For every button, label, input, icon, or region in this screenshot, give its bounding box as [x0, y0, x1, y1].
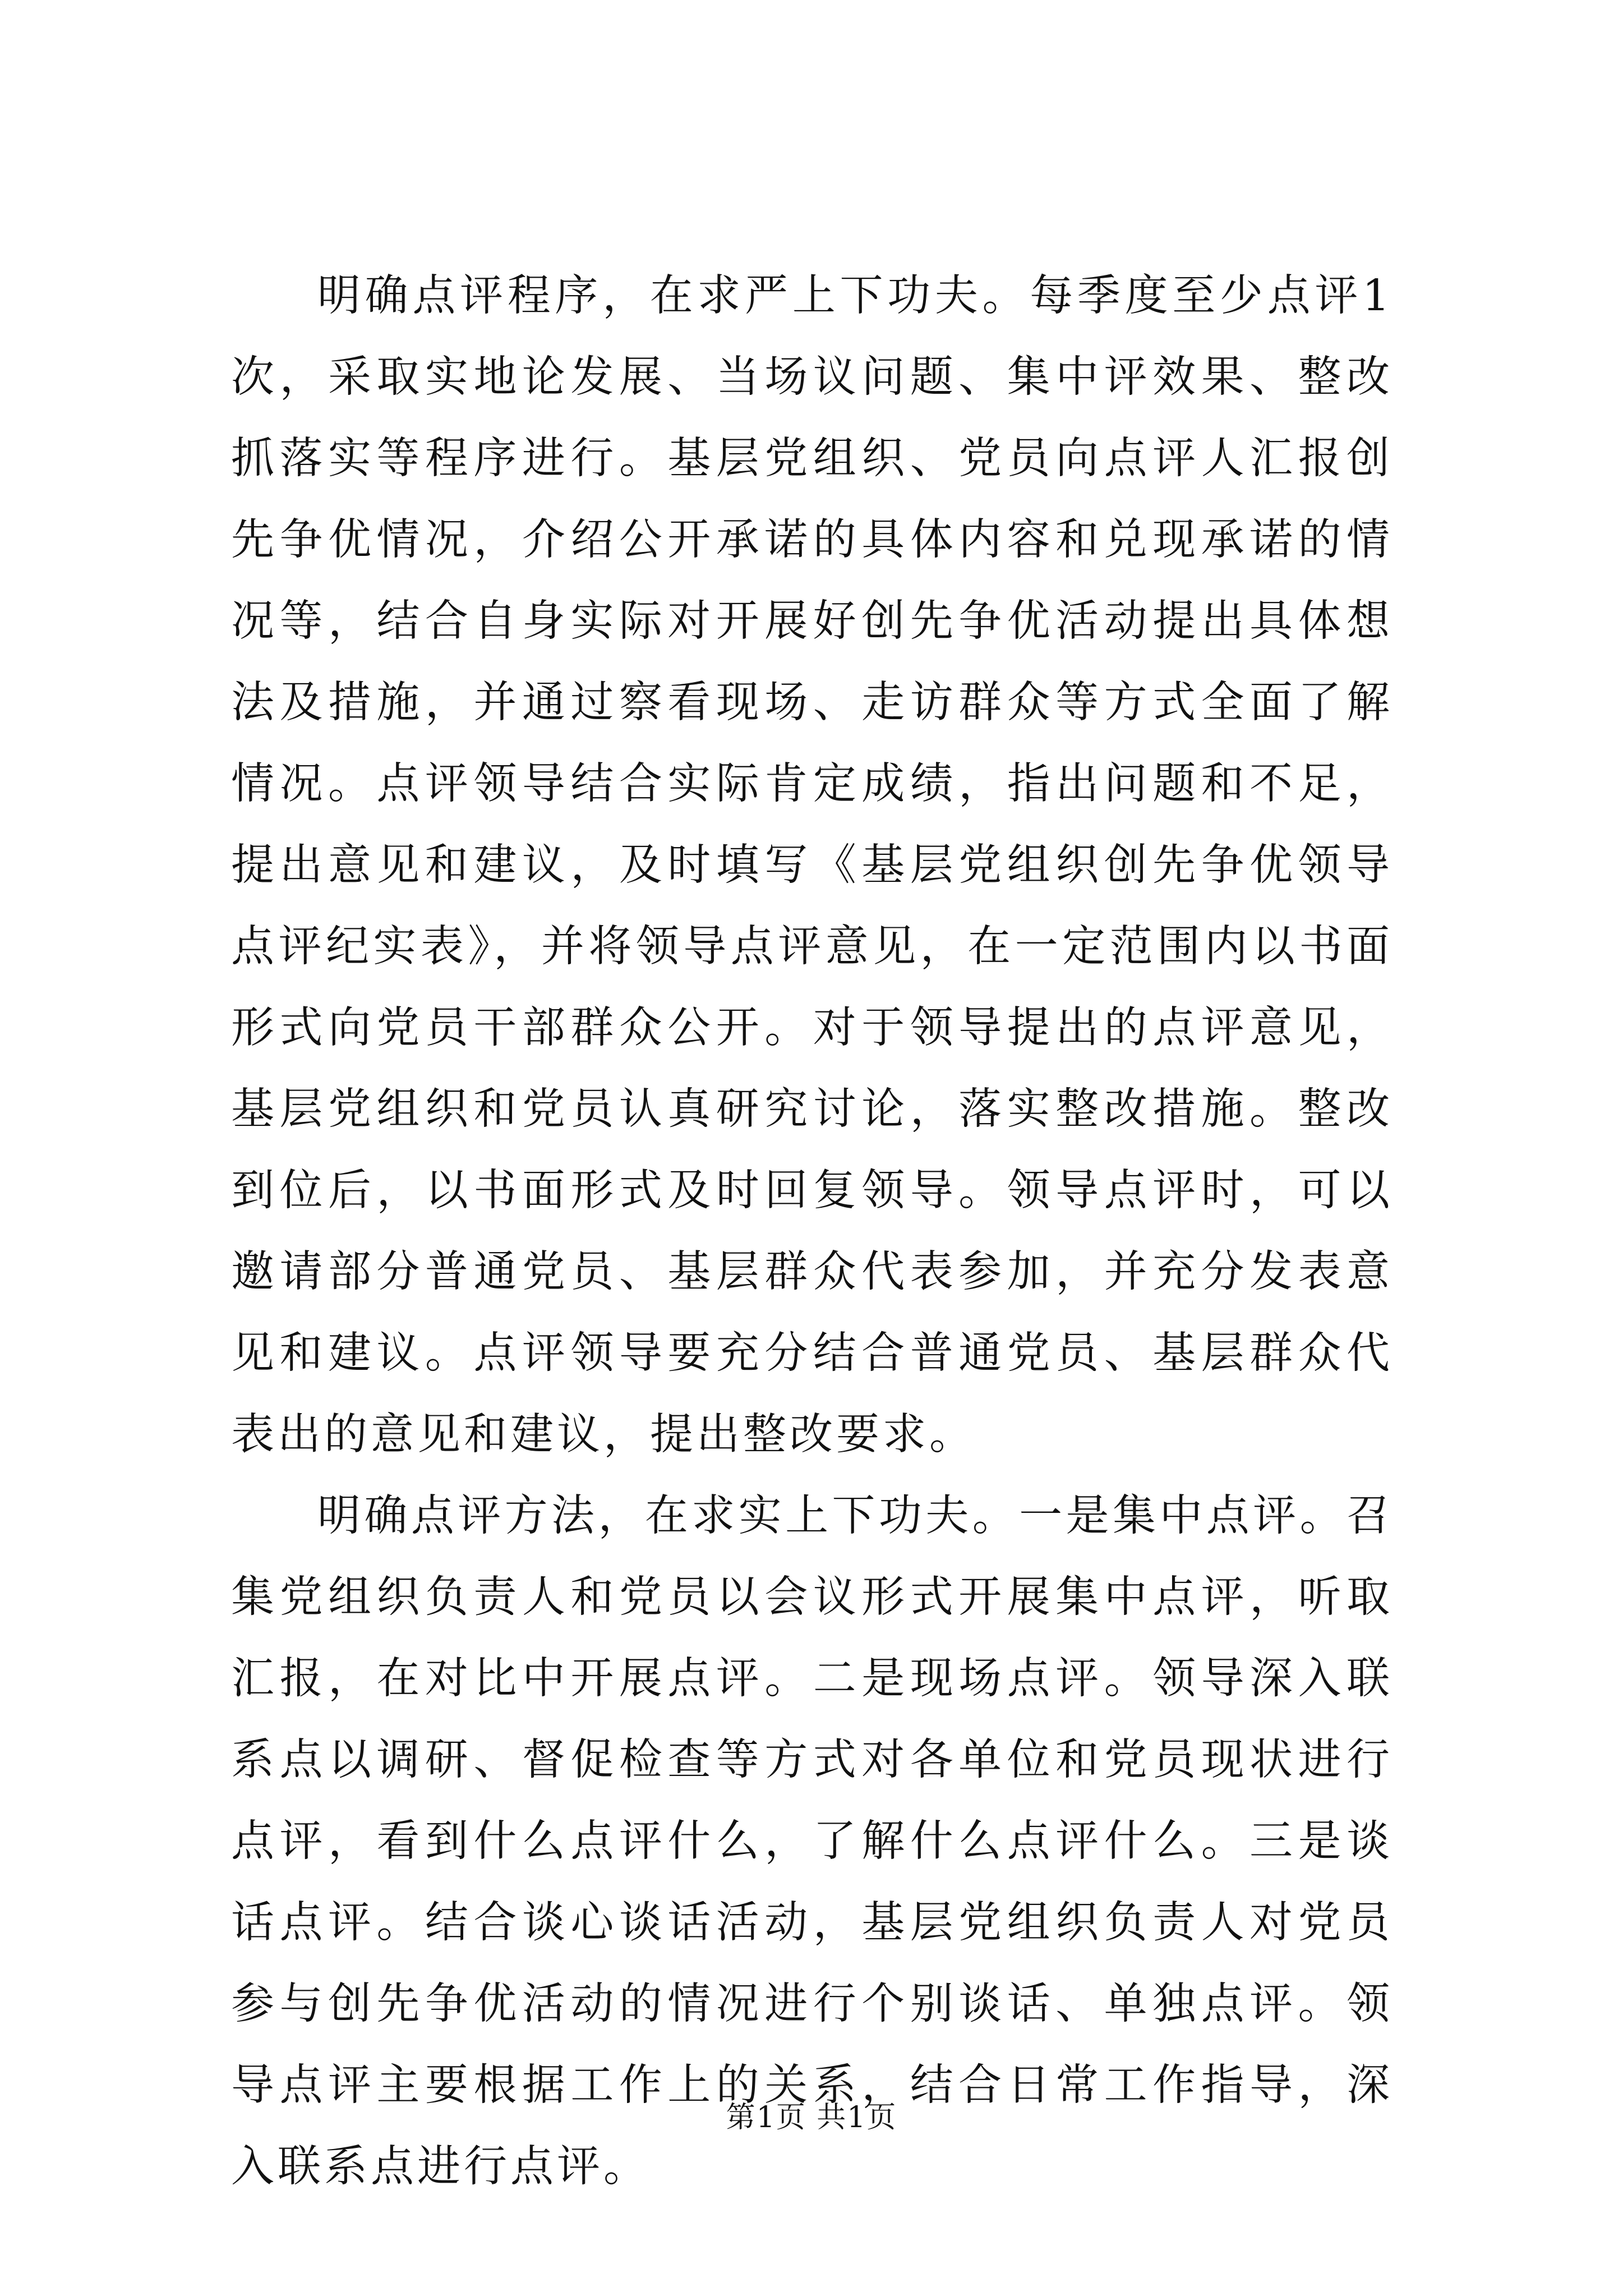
paragraph-review-procedure: 明确点评程序，在求严上下功夫。每季度至少点评1次，采取实地论发展、当场议问题、集中评效果、整改抓落实等程序进行。基层党组织、党员向点评人汇报创先争优情况，介绍公开承诺的具体内容和兑现承诺的情况等，结合自身实际对开展好创先争优活动提出具体想法及措施，并通过察看现场、走访群众等方式全面了解情况。点评领导结合实际肯定成绩，指出问题和不足，提出意见和建议，及时填写《基层党组织创先争优领导点评纪实表》，并将领导点评意见，在一定范围内以书面形式向党员干部群众公开。对于领导提出的点评意见，基层党组织和党员认真研究讨论，落实整改措施。整改到位后，以书面形式及时回复领导。领导点评时，可以邀请部分普通党员、基层群众代表参加，并充分发表意见和建议。点评领导要充分结合普通党员、基层群众代表出的意见和建议，提出整改要求。 [231, 271, 1393, 1460]
document-body [231, 255, 1393, 2207]
paragraph-review-method: 明确点评方法，在求实上下功夫。一是集中点评。召集党组织负责人和党员以会议形式开展集中点评，听取汇报，在对比中开展点评。二是现场点评。领导深入联系点以调研、督促检查等方式对各单位和党员现状进行点评，看到什么点评什么，了解什么点评什么。三是谈话点评。结合谈心谈话活动，基层党组织负责人对党员参与创先争优活动的情况进行个别谈话、单独点评。领导点评主要根据工作上的关系，结合日常工作指导，深入联系点进行点评。 [231, 1491, 1393, 2192]
page-footer: 第1页 共1页 [726, 2101, 897, 2134]
